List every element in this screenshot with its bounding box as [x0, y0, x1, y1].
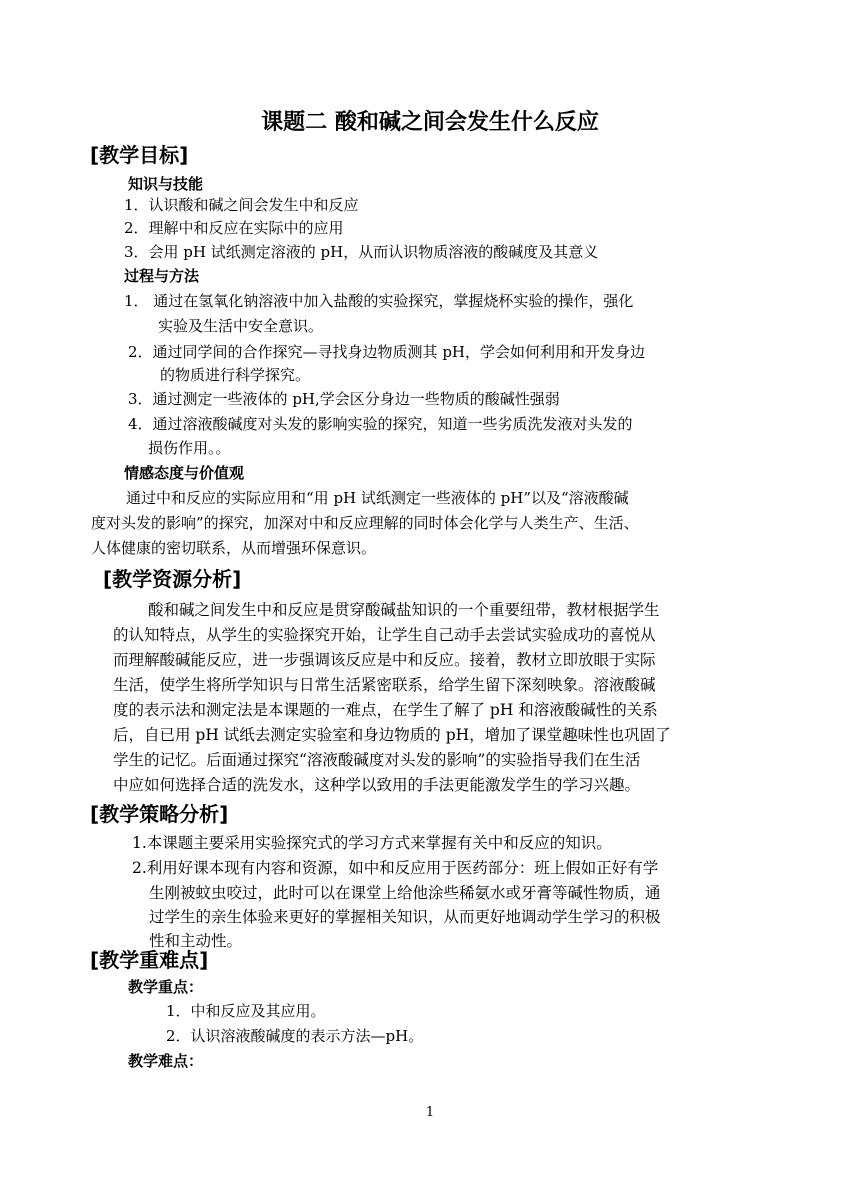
focus-item-2: 2．认识溶液酸碱度的表示方法—pH。 [166, 1027, 424, 1045]
knowledge-item-3: 3．会用 pH 试纸测定溶液的 pH，从而认识物质溶液的酸碱度及其意义 [124, 243, 599, 261]
process-item-3: 3．通过测定一些液体的 pH,学会区分身边一些物质的酸碱性强弱 [128, 390, 560, 408]
strategy-item-2-line-2: 生刚被蚊虫咬过，此时可以在课堂上给他涂些稀氨水或牙膏等碱性物质，通 [149, 884, 661, 902]
resources-line-7: 学生的记忆。后面通过探究“溶液酸碱度对头发的影响”的实验指导我们在生活 [113, 751, 641, 769]
emotion-line-2: 度对头发的影响”的探究，加深对中和反应理解的同时体会化学与人类生产、生活、 [91, 514, 639, 532]
knowledge-item-1: 1．认识酸和碱之间会发生中和反应 [124, 196, 359, 214]
knowledge-item-2: 2．理解中和反应在实际中的应用 [124, 219, 344, 237]
emotion-line-3: 人体健康的密切联系，从而增强环保意识。 [91, 539, 377, 557]
resources-line-6: 后，自已用 pH 试纸去测定实验室和身边物质的 pH，增加了课堂趣味性也巩固了 [113, 726, 671, 744]
resources-heading: [教学资源分析] [103, 567, 242, 591]
resources-line-5: 度的表示法和测定法是本课题的一难点，在学生了解了 pH 和溶液酸碱性的关系 [113, 701, 658, 719]
difficulty-heading: 教学难点： [128, 1052, 204, 1070]
keypoints-heading: [教学重难点] [90, 948, 209, 972]
strategy-heading: [教学策略分析] [90, 802, 229, 826]
process-item-4-line-1: 4．通过溶液酸碱度对头发的影响实验的探究，知道一些劣质洗发液对头发的 [128, 415, 633, 433]
strategy-item-2-line-4: 性和主动性。 [149, 932, 243, 950]
strategy-item-2-line-1: 2.利用好课本现有内容和资源，如中和反应用于医药部分：班上假如正好有学 [132, 859, 659, 877]
objectives-heading: [教学目标] [90, 143, 189, 167]
process-method-heading: 过程与方法 [124, 267, 200, 285]
process-item-1-line-2: 实验及生活中安全意识。 [158, 317, 324, 335]
resources-line-4: 生活，使学生将所学知识与日常生活紧密联系，给学生留下深刻映象。溶液酸碱 [113, 676, 656, 694]
emotion-values-heading: 情感态度与价值观 [124, 464, 245, 482]
strategy-item-1: 1.本课题主要采用实验探究式的学习方式来掌握有关中和反应的知识。 [132, 834, 612, 852]
process-item-4-line-2: 损伤作用。。 [148, 439, 231, 457]
resources-line-1: 酸和碱之间发生中和反应是贯穿酸碱盐知识的一个重要纽带，教材根据学生 [148, 601, 660, 619]
resources-line-2: 的认知特点，从学生的实验探究开始，让学生自己动手去尝试实验成功的喜悦从 [113, 626, 656, 644]
document-title: 课题二 酸和碱之间会发生什么反应 [261, 110, 599, 135]
process-item-1-line-1: 1． 通过在氢氧化钠溶液中加入盐酸的实验探究，掌握烧杯实验的操作，强化 [124, 292, 634, 310]
focus-heading: 教学重点： [128, 978, 204, 996]
emotion-line-1: 通过中和反应的实际应用和“用 pH 试纸测定一些液体的 pH”以及“溶液酸碱 [126, 489, 629, 507]
strategy-item-2-line-3: 过学生的亲生体验来更好的掌握相关知识，从而更好地调动学生学习的积极 [149, 908, 661, 926]
knowledge-skills-heading: 知识与技能 [128, 175, 204, 193]
resources-line-8: 中应如何选择合适的洗发水，这种学以致用的手法更能激发学生的学习兴趣。 [113, 776, 641, 794]
process-item-2-line-1: 2．通过同学间的合作探究—寻找身边物质测其 pH，学会如何利用和开发身边 [128, 343, 645, 361]
resources-line-3: 而理解酸碱能反应，进一步强调该反应是中和反应。接着，教材立即放眼于实际 [113, 651, 656, 669]
page-number: 1 [425, 1105, 435, 1120]
process-item-2-line-2: 的物质进行科学探究。 [160, 366, 311, 384]
focus-item-1: 1．中和反应及其应用。 [166, 1002, 326, 1020]
